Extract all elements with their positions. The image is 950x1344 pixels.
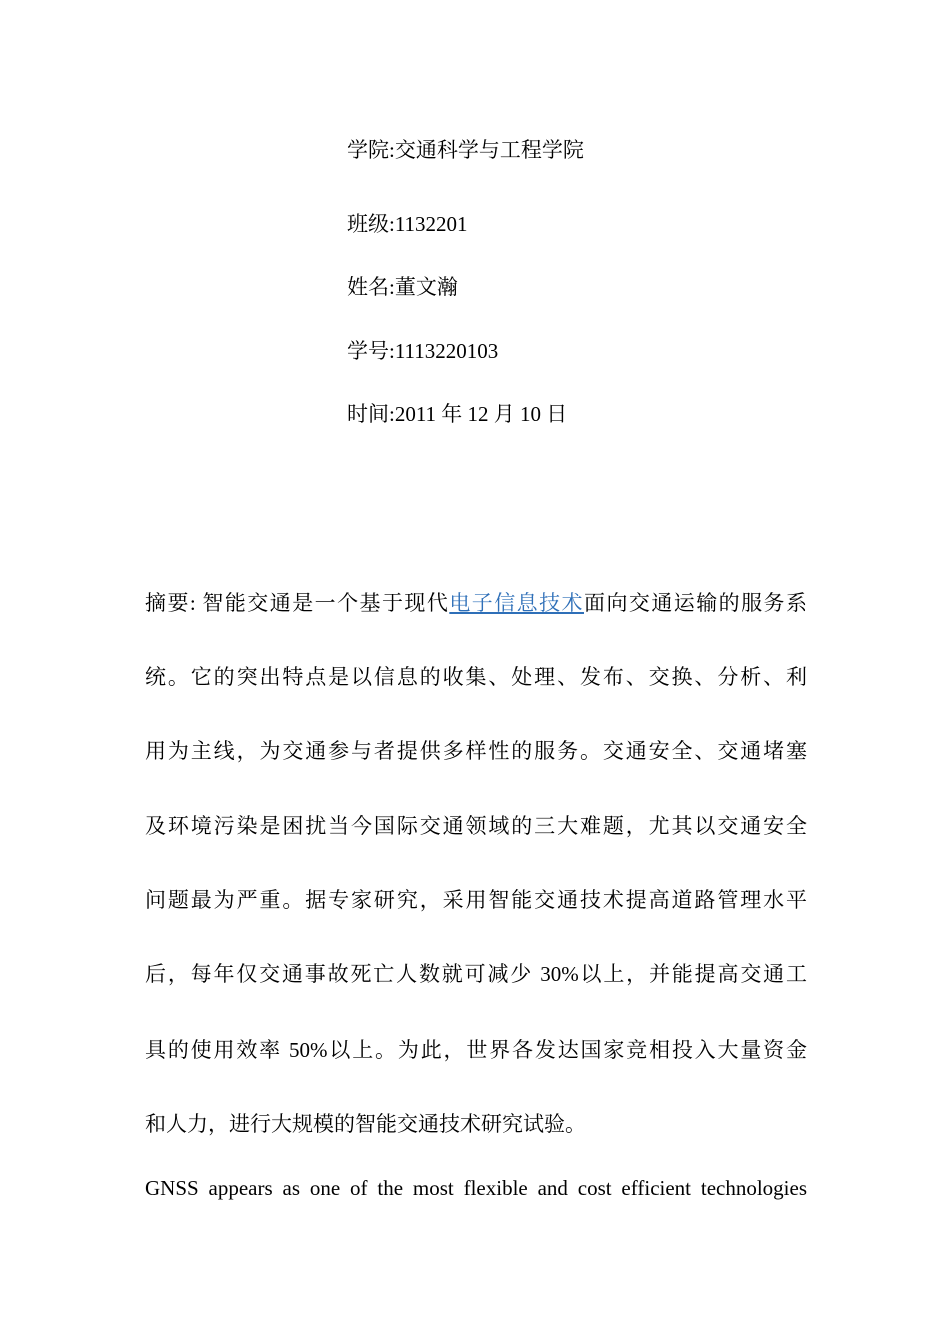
abstract-line-1-suffix: 面向交通运输的服务系 [584,591,808,615]
college-line: 学院:交通科学与工程学院 [347,138,584,162]
abstract-line-1 [145,589,807,617]
abstract-line-3: 用为主线，为交通参与者提供多样性的服务。交通安全、交通堵塞 [145,739,807,763]
date-line: 时间:2011 年 12 月 10 日 [347,402,568,426]
class-line: 班级:1132201 [347,212,468,236]
abstract-line-7: 具的使用效率 50%以上。为此，世界各发达国家竞相投入大量资金 [145,1038,807,1062]
student-id-line: 学号:1113220103 [347,339,499,363]
abstract-line-6: 后，每年仅交通事故死亡人数就可减少 30%以上，并能提高交通工 [145,962,807,986]
abstract-line-5: 问题最为严重。据专家研究，采用智能交通技术提高道路管理水平 [145,888,807,912]
abstract-line-4: 及环境污染是困扰当今国际交通领域的三大难题，尤其以交通安全 [145,814,807,838]
abstract-line-8: 和人力，进行大规模的智能交通技术研究试验。 [145,1112,586,1136]
abstract-label: 摘要: 智能交通是一个基于现代 [145,591,450,615]
electronic-info-tech-link[interactable]: 电子信息技术 [449,591,584,615]
name-line: 姓名:董文瀚 [347,275,458,299]
english-text-line: GNSS appears as one of the most flexible and cost efficient technologies [145,1176,807,1200]
abstract-line-2: 统。它的突出特点是以信息的收集、处理、发布、交换、分析、利 [145,665,807,689]
